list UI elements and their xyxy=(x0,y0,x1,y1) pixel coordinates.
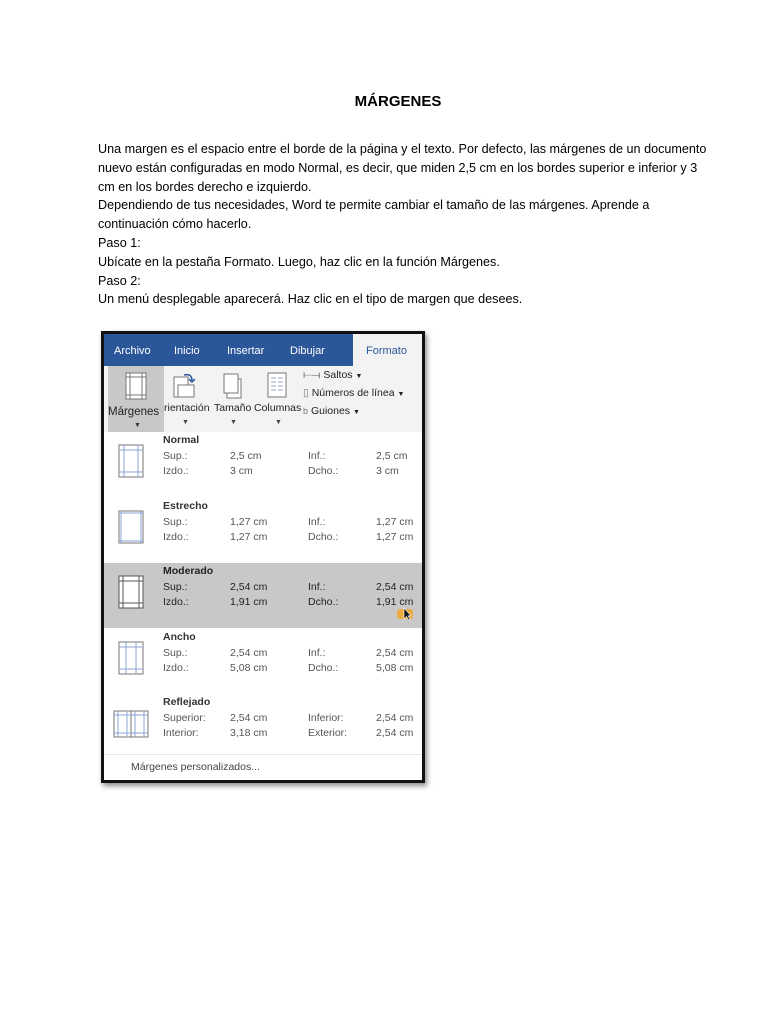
tab-inicio[interactable]: Inicio xyxy=(174,345,200,357)
hyphenation-icon: b xyxy=(303,406,309,416)
tab-insertar[interactable]: Insertar xyxy=(227,345,265,357)
tab-archivo[interactable]: Archivo xyxy=(114,345,151,357)
breaks-dropdown-icon: ▼ xyxy=(355,373,363,380)
breaks-label: Saltos xyxy=(323,369,353,381)
size-icon xyxy=(222,372,244,400)
document-body xyxy=(98,140,708,309)
breaks-icon: ⟝⟞ xyxy=(303,369,321,381)
margin-option-reflejado[interactable]: Reflejado Superior: 2,54 cm Inferior: 2,54 cm Interior: 3,18 cm Exterior: 2,54 cm xyxy=(104,694,422,759)
margins-dropdown-icon: ▼ xyxy=(134,422,141,429)
margins-icon xyxy=(125,372,147,400)
line-numbers-icon: ▯ xyxy=(303,387,309,399)
step-1-heading: Paso 1: xyxy=(98,235,141,250)
margin-option-normal[interactable]: Normal Sup.: 2,5 cm Inf.: 2,5 cm Izdo.: 3 cm Dcho.: 3 cm xyxy=(104,432,422,497)
normal-margins-icon xyxy=(118,444,144,478)
ribbon-tab-bar xyxy=(104,334,422,366)
tab-dibujar[interactable]: Dibujar xyxy=(290,345,325,357)
custom-margins-menu-item[interactable]: Márgenes personalizados... xyxy=(131,761,260,773)
columns-dropdown-icon: ▼ xyxy=(275,419,282,426)
breaks-button[interactable] xyxy=(303,369,362,382)
hyphenation-button[interactable] xyxy=(303,405,360,417)
word-margins-screenshot xyxy=(101,331,425,783)
mirrored-margins-icon xyxy=(113,710,149,738)
columns-label[interactable]: Columnas xyxy=(254,402,302,414)
line-numbers-label: Números de línea xyxy=(311,387,395,399)
step-2-text: Un menú desplegable aparecerá. Haz clic en el tipo de margen que desees. xyxy=(98,292,523,307)
margin-option-moderado[interactable]: Moderado Sup.: 2,54 cm Inf.: 2,54 cm Izdo.: 1,91 cm Dcho.: 1,91 cm xyxy=(104,563,422,628)
hyphenation-dropdown-icon: ▼ xyxy=(352,409,360,416)
orientation-label[interactable]: rientación xyxy=(164,402,210,414)
orientation-dropdown-icon: ▼ xyxy=(182,419,189,426)
line-numbers-dropdown-icon: ▼ xyxy=(397,391,405,398)
wide-margins-icon xyxy=(118,641,144,675)
ribbon-panel xyxy=(104,366,422,432)
orientation-icon xyxy=(170,371,198,401)
moderate-margins-icon xyxy=(118,575,144,609)
margins-label: Márgenes xyxy=(108,406,160,418)
columns-icon xyxy=(267,372,287,398)
step-2-heading: Paso 2: xyxy=(98,273,141,288)
paragraph-needs: Dependiendo de tus necesidades, Word te permite cambiar el tamaño de las márgenes. Aprende a continuación cómo hacerlo. xyxy=(98,198,650,232)
mouse-cursor-icon xyxy=(396,606,414,622)
line-numbers-button[interactable] xyxy=(303,387,404,399)
size-label[interactable]: Tamaño xyxy=(214,402,252,414)
narrow-margins-icon xyxy=(118,510,144,544)
size-dropdown-icon: ▼ xyxy=(230,419,237,426)
hyphenation-label: Guiones xyxy=(310,405,351,417)
margins-button[interactable] xyxy=(108,366,164,432)
step-1-text: Ubícate en la pestaña Formato. Luego, haz clic en la función Márgenes. xyxy=(98,254,500,269)
menu-separator xyxy=(104,754,422,755)
margin-option-ancho[interactable]: Ancho Sup.: 2,54 cm Inf.: 2,54 cm Izdo.: 5,08 cm Dcho.: 5,08 cm xyxy=(104,629,422,694)
paragraph-intro: Una margen es el espacio entre el borde de la página y el texto. Por defecto, las márgenes de un documento nuevo están configuradas en modo Normal, es decir, que miden 2,5 cm en los bordes superior e inferior y 3 cm en los bordes derecho e izquierdo. xyxy=(98,142,707,194)
margin-option-estrecho[interactable]: Estrecho Sup.: 1,27 cm Inf.: 1,27 cm Izdo.: 1,27 cm Dcho.: 1,27 cm xyxy=(104,498,422,563)
tab-formato[interactable]: Formato xyxy=(353,334,422,366)
document-title: MÁRGENES xyxy=(354,93,442,110)
